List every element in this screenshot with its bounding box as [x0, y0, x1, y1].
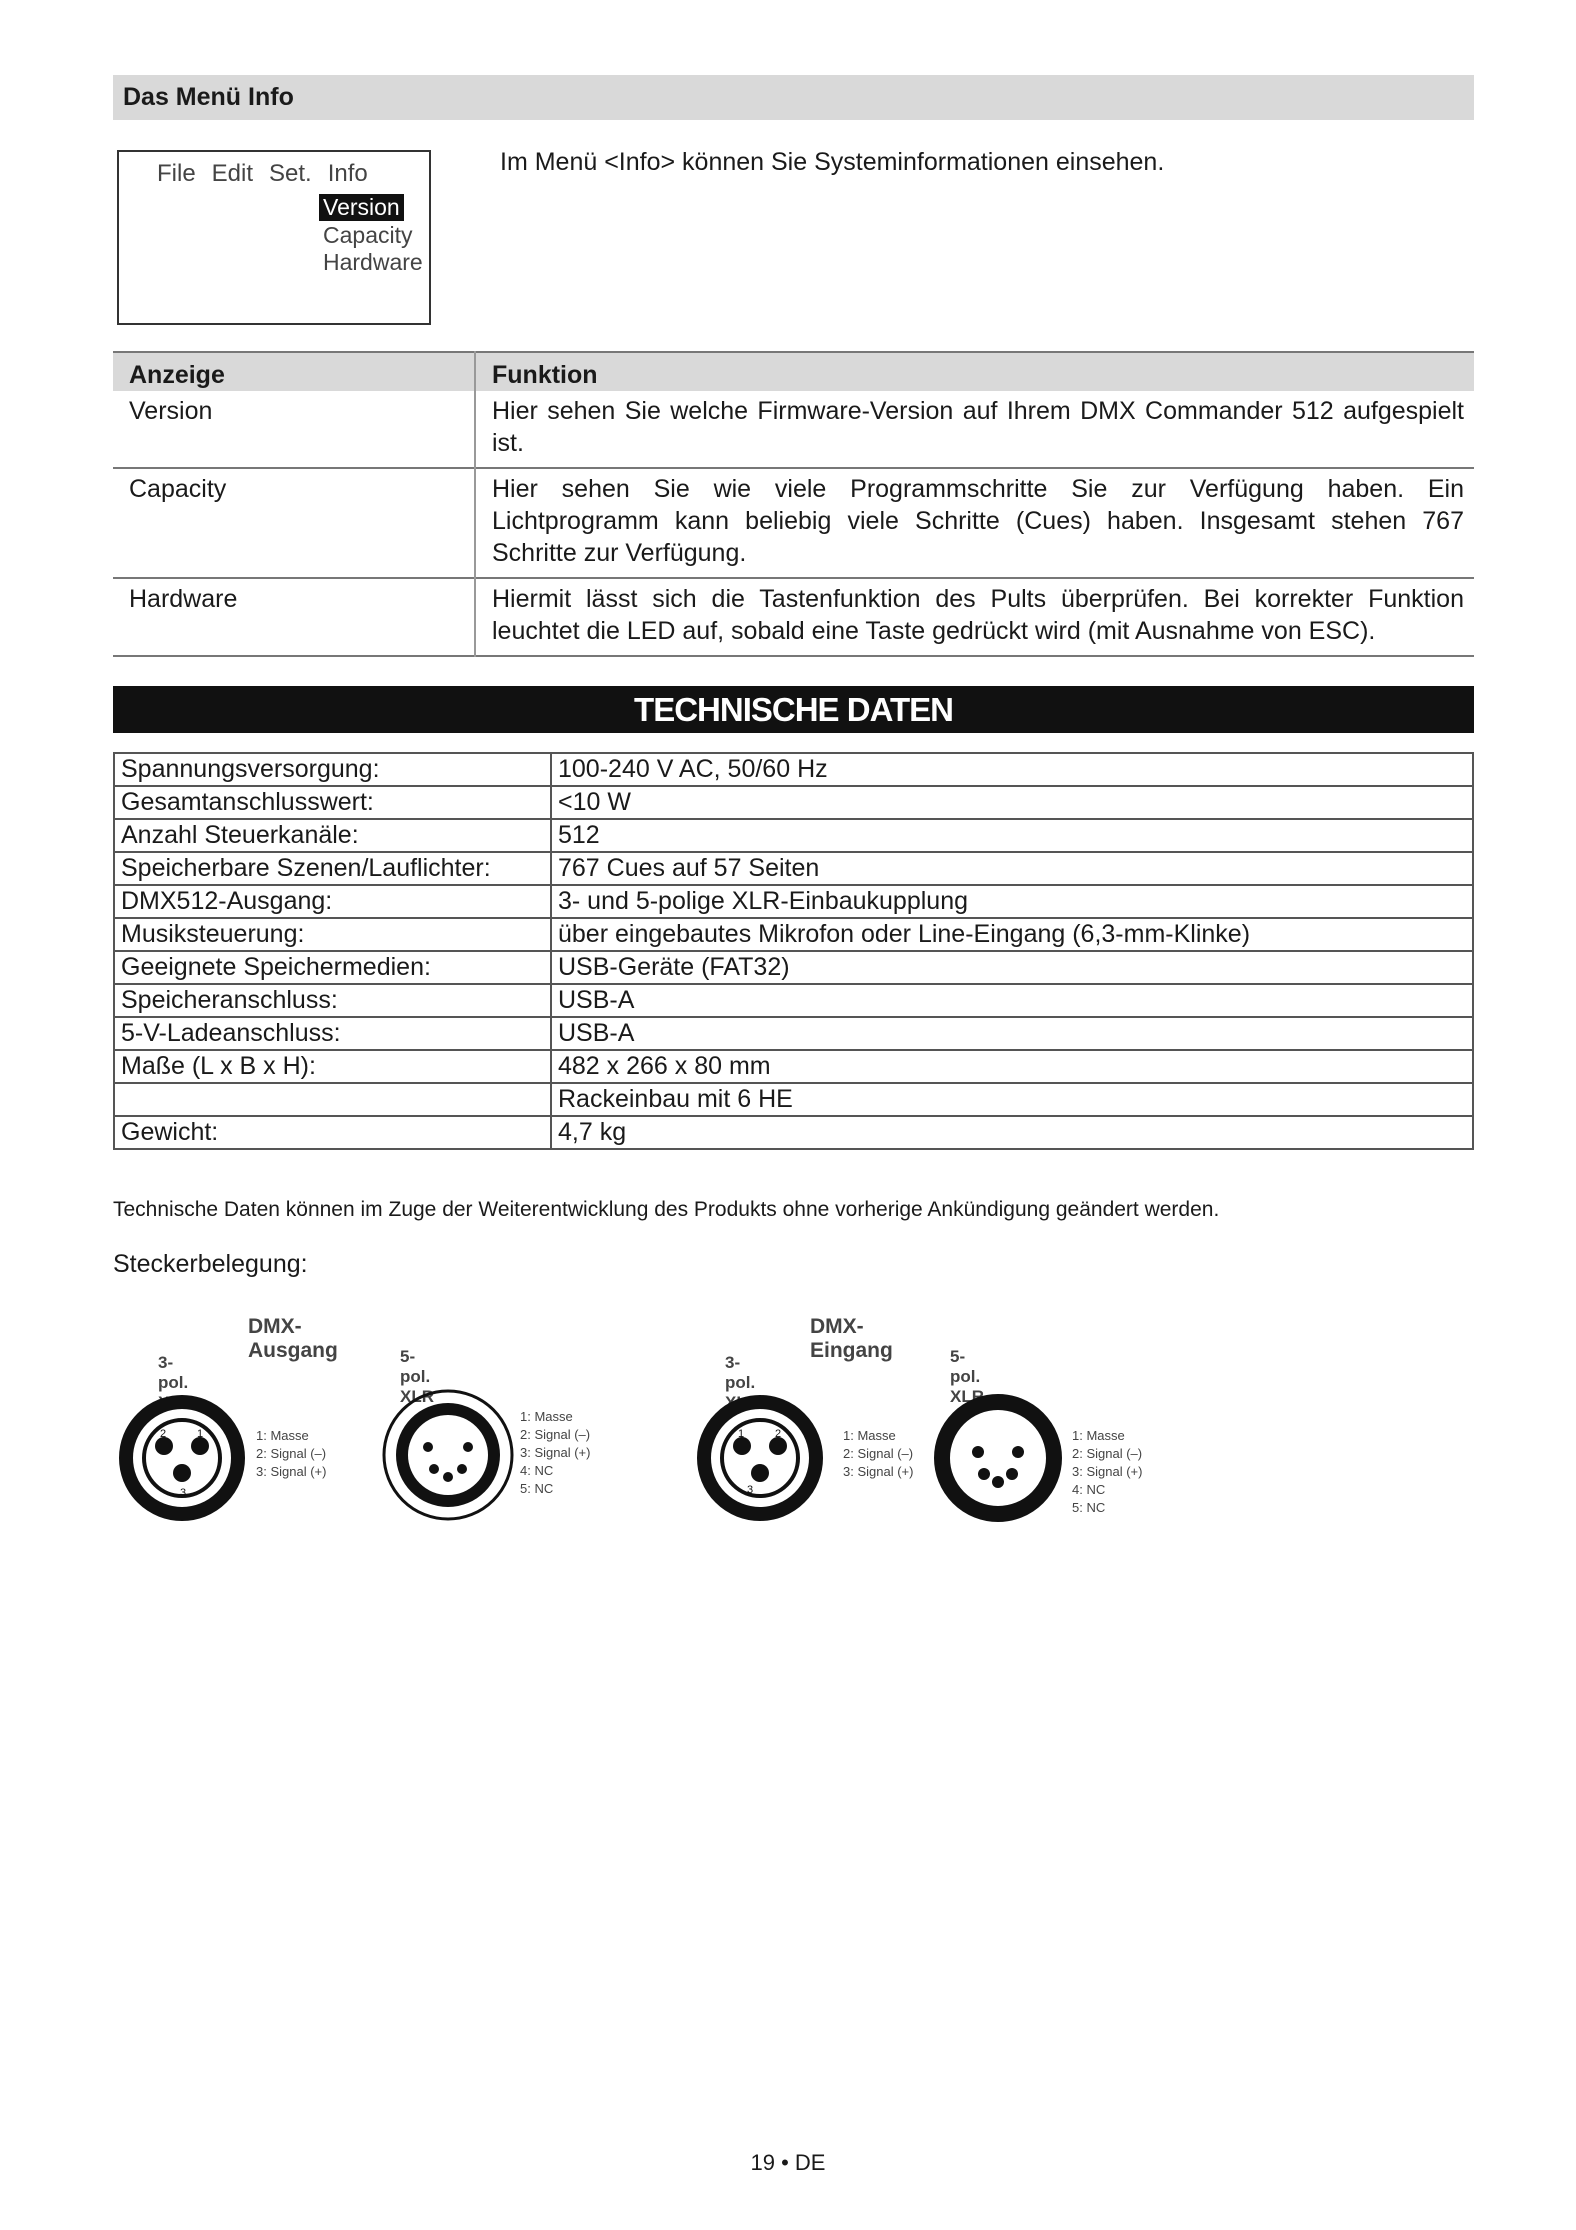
spec-value: 100-240 V AC, 50/60 Hz: [551, 753, 1473, 786]
section-header-info: Das Menü Info: [113, 75, 1474, 120]
spec-value: 767 Cues auf 57 Seiten: [551, 852, 1473, 885]
info-row-label: Hardware: [113, 578, 475, 656]
info-table: [113, 351, 1474, 657]
xlr3-male-icon: [117, 1393, 247, 1523]
spec-value: 482 x 266 x 80 mm: [551, 1050, 1473, 1083]
spec-value: Rackeinbau mit 6 HE: [551, 1083, 1473, 1116]
spec-key: Gesamtanschlusswert:: [114, 786, 551, 819]
svg-text:3: 3: [747, 1484, 754, 1496]
menu-edit: Edit: [211, 160, 254, 187]
spec-value: 3- und 5-polige XLR-Einbaukupplung: [551, 885, 1473, 918]
table-row: [114, 951, 1473, 984]
spec-key: Gewicht:: [114, 1116, 551, 1149]
menu-screen: [117, 150, 431, 325]
spec-value: 512: [551, 819, 1473, 852]
table-row: [114, 1116, 1473, 1149]
table-row: [114, 819, 1473, 852]
menu-item-capacity: Capacity: [323, 222, 413, 248]
table-row: [114, 984, 1473, 1017]
spec-key: Musiksteuerung:: [114, 918, 551, 951]
dmx-input-title: DMX-Eingang: [810, 1315, 893, 1362]
spec-key: Anzahl Steuerkanäle:: [114, 819, 551, 852]
xlr5-pin-list: 1: Masse 2: Signal (–) 3: Signal (+) 4: NC 5: NC: [520, 1409, 591, 1496]
xlr5-male-icon: [930, 1390, 1066, 1526]
spec-value: USB-Geräte (FAT32): [551, 951, 1473, 984]
menu-file: File: [157, 160, 196, 187]
menu-item-hardware: Hardware: [323, 249, 423, 275]
spec-value: USB-A: [551, 1017, 1473, 1050]
svg-text:2: 2: [160, 1428, 167, 1440]
spec-key: Speicherbare Szenen/Lauflichter:: [114, 852, 551, 885]
tech-data-banner: TECHNISCHE DATEN: [113, 686, 1474, 733]
table-row: [113, 391, 1474, 468]
table-row: [114, 1083, 1473, 1116]
table-row: [113, 578, 1474, 656]
xlr3-pin-list: 1: Masse 2: Signal (–) 3: Signal (+): [843, 1428, 914, 1479]
info-row-text: Hiermit lässt sich die Tastenfunktion des Pults überprüfen. Bei korrekter Funktion leuchtet die LED auf, sobald eine Taste gedrückt wird (mit Ausnahme von ESC).: [492, 585, 1464, 645]
spec-key: 5-V-Ladeanschluss:: [114, 1017, 551, 1050]
tech-footnote: Technische Daten können im Zuge der Weiterentwicklung des Produkts ohne vorherige Ankündigung geändert werden.: [113, 1198, 1220, 1221]
spec-table: [113, 752, 1474, 1150]
spec-key: Spannungsversorgung:: [114, 753, 551, 786]
spec-key: [114, 1083, 551, 1116]
info-header-anzeige: Anzeige: [113, 352, 475, 391]
spec-value: <10 W: [551, 786, 1473, 819]
spec-value: USB-A: [551, 984, 1473, 1017]
info-row-text: Hier sehen Sie welche Firmware-Version auf Ihrem DMX Commander 512 aufgespielt ist.: [492, 397, 1464, 457]
spec-key: Maße (L x B x H):: [114, 1050, 551, 1083]
spec-key: Speicheranschluss:: [114, 984, 551, 1017]
svg-text:2: 2: [775, 1428, 782, 1440]
xlr3-pin-list: 1: Masse 2: Signal (–) 3: Signal (+): [256, 1428, 327, 1479]
table-row: [114, 852, 1473, 885]
page-number: 19 • DE: [750, 2150, 826, 2175]
xlr5-female-icon: [378, 1385, 518, 1525]
xlr3-female-icon: [695, 1393, 825, 1523]
xlr3-label: 3-pol. XLR: [725, 1353, 759, 1412]
svg-text:3: 3: [180, 1487, 187, 1499]
table-row: [113, 468, 1474, 578]
info-intro-text: Im Menü <Info> können Sie Systeminformationen einsehen.: [500, 148, 1165, 176]
table-row: [114, 786, 1473, 819]
table-row: [114, 885, 1473, 918]
menu-bar: [157, 160, 384, 188]
spec-value: 4,7 kg: [551, 1116, 1473, 1149]
table-row: [114, 1050, 1473, 1083]
menu-item-version: Version: [319, 194, 404, 221]
xlr3-label: 3-pol. XLR: [158, 1353, 192, 1412]
xlr5-pin-list: 1: Masse 2: Signal (–) 3: Signal (+) 4: NC 5: NC: [1072, 1428, 1143, 1515]
info-row-label: Capacity: [113, 468, 475, 578]
info-row-label: Version: [113, 391, 475, 468]
menu-set: Set.: [269, 160, 312, 187]
spec-key: DMX512-Ausgang:: [114, 885, 551, 918]
menu-info: Info: [327, 160, 368, 187]
xlr5-label: 5-pol. XLR: [950, 1347, 984, 1406]
table-row: [114, 1017, 1473, 1050]
svg-text:1: 1: [738, 1428, 745, 1440]
xlr5-label: 5-pol. XLR: [400, 1347, 434, 1406]
spec-key: Geeignete Speichermedien:: [114, 951, 551, 984]
table-row: [114, 918, 1473, 951]
spec-value: über eingebautes Mikrofon oder Line-Eingang (6,3-mm-Klinke): [551, 918, 1473, 951]
info-header-funktion: Funktion: [492, 360, 598, 389]
info-table-header: [113, 352, 1474, 391]
info-row-text: Hier sehen Sie wie viele Programmschritte Sie zur Verfügung haben. Ein Lichtprogramm kann beliebig viele Schritte (Cues) haben. Insgesamt stehen 767 Schritte zur Verfügung.: [492, 475, 1464, 567]
plug-assignment-title: Steckerbelegung:: [113, 1250, 308, 1278]
dmx-output-title: DMX-Ausgang: [248, 1315, 338, 1362]
table-row: [114, 753, 1473, 786]
svg-text:1: 1: [197, 1428, 204, 1440]
